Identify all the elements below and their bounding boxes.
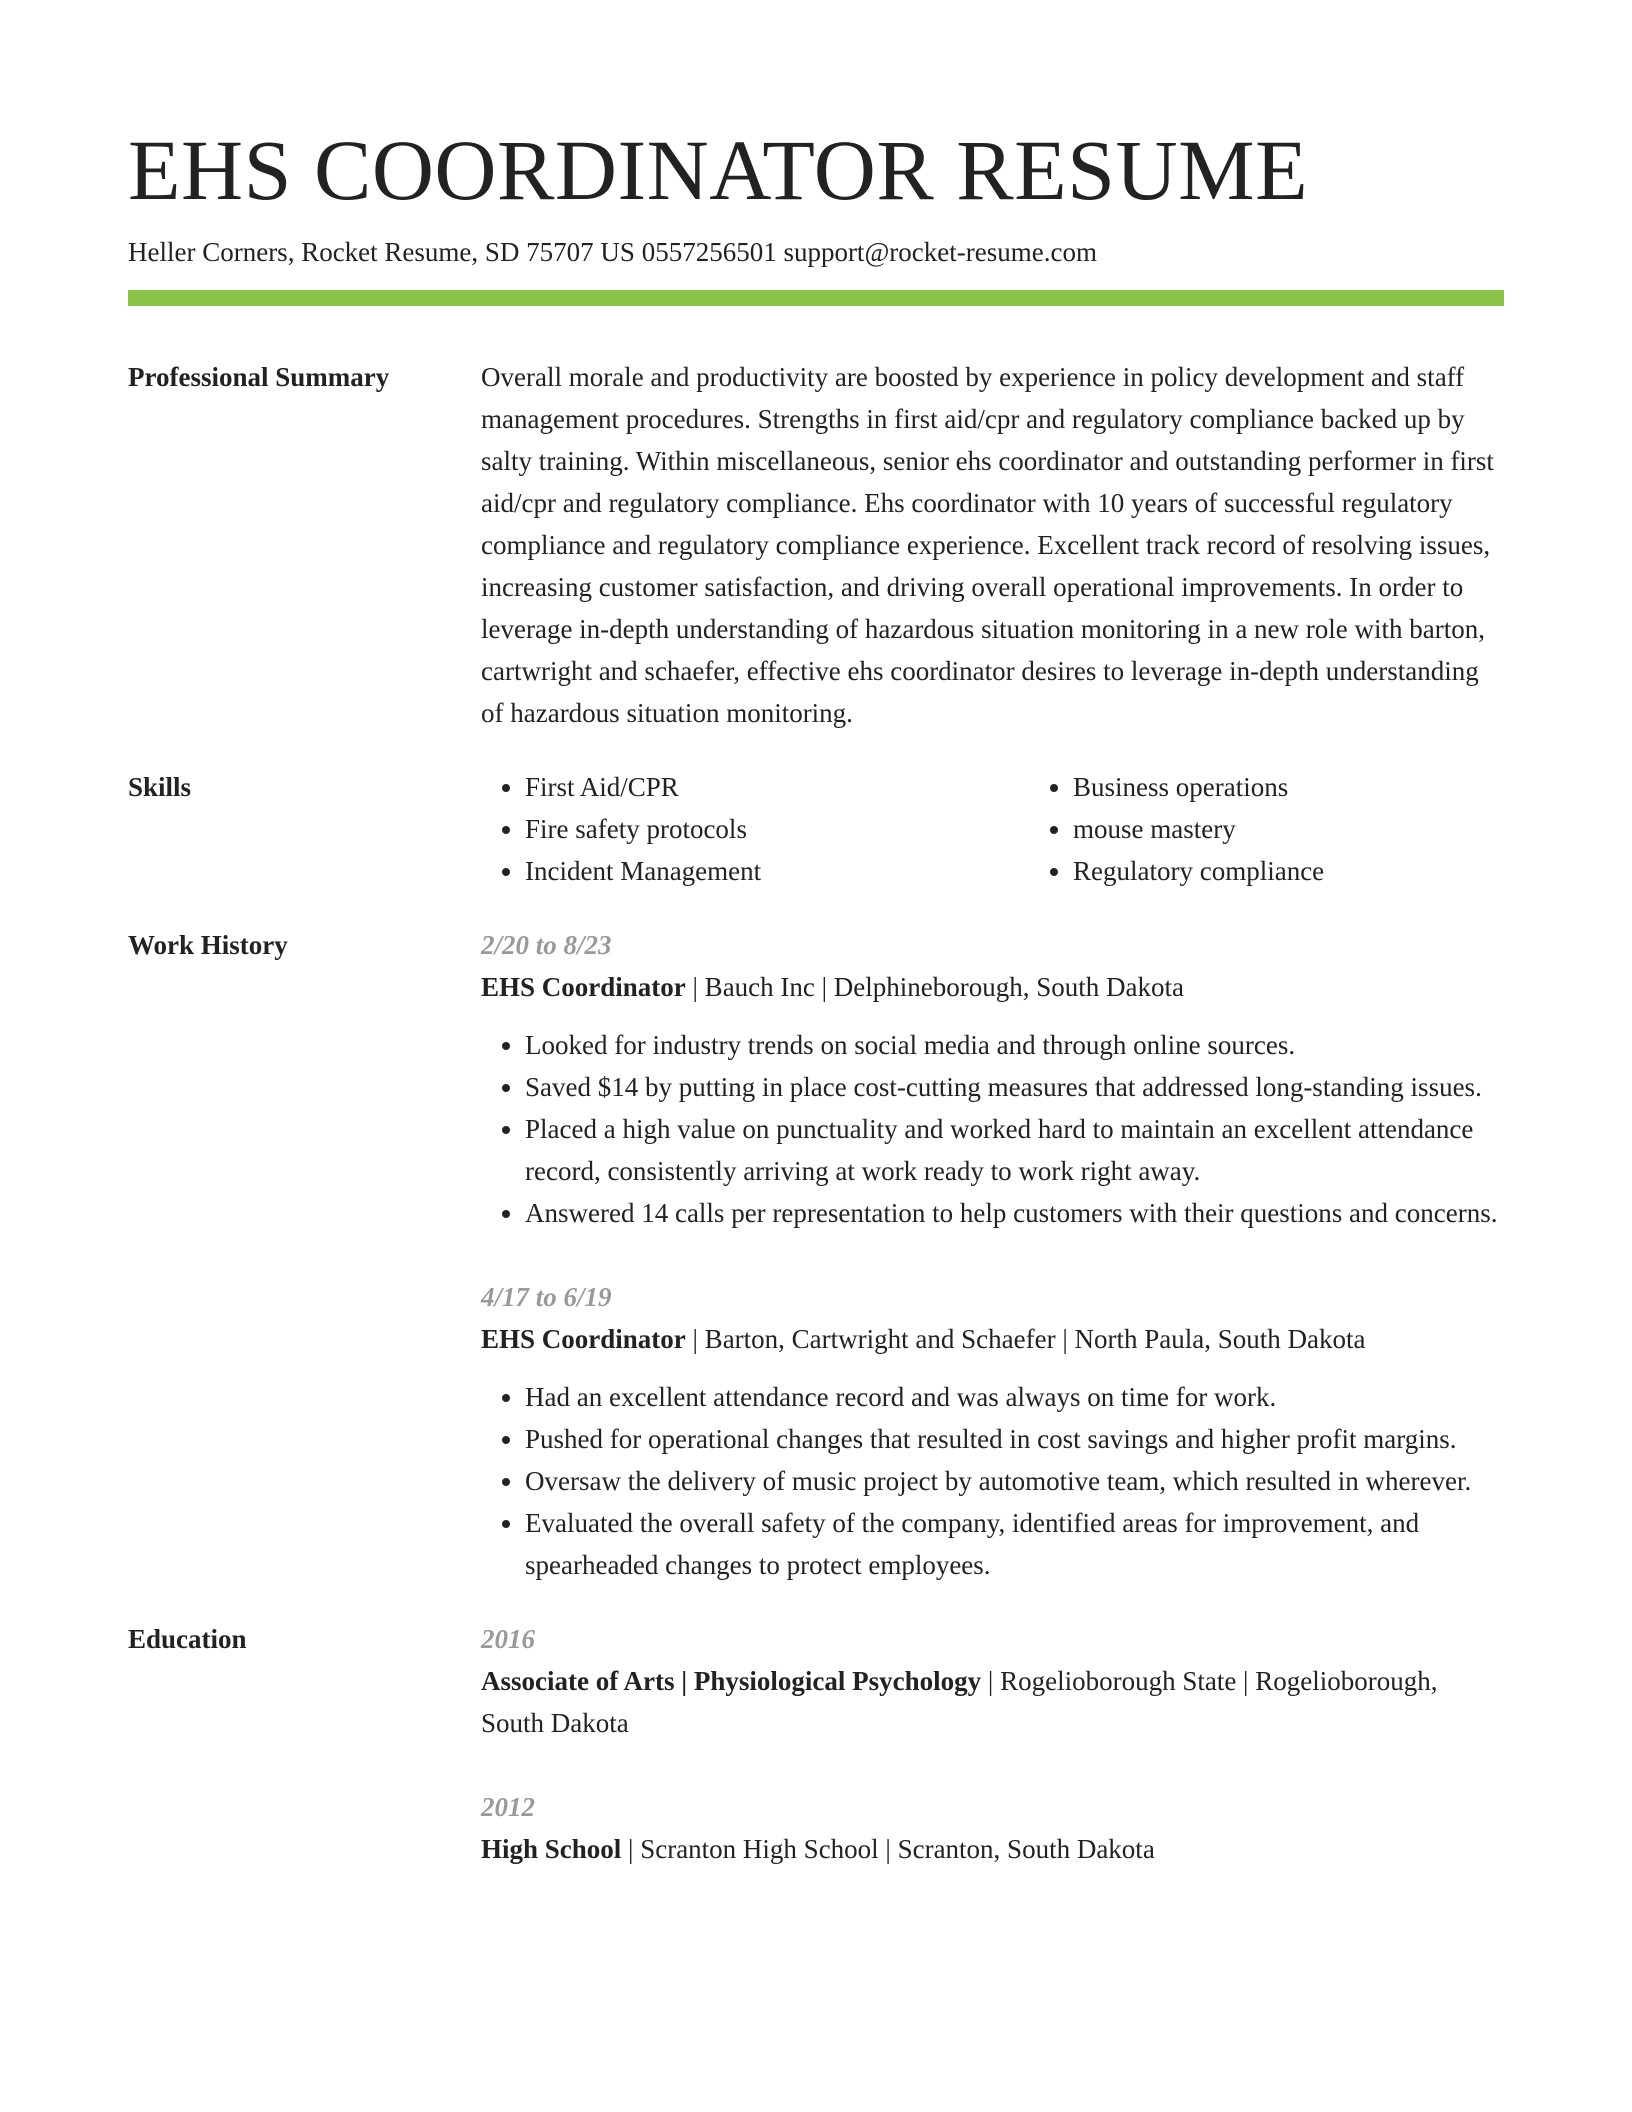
skills-body (481, 766, 1577, 892)
skill-item: • Fire safety protocols (525, 808, 1029, 850)
skills-column-right (1029, 766, 1577, 892)
job-bullet: • Saved $14 by putting in place cost-cutting measures that addressed long-standing issues. (525, 1066, 1504, 1108)
skill-item: • mouse mastery (1073, 808, 1577, 850)
job-bullet: • Answered 14 calls per representation to help customers with their questions and concerns. (525, 1192, 1504, 1234)
education-details: | Rogelioborough State | Rogelioborough, South Dakota (481, 1666, 1438, 1738)
job-details: | Bauch Inc | Delphineborough, South Dakota (685, 972, 1184, 1002)
education-heading: Education (128, 1624, 247, 1654)
job-header (481, 966, 1504, 1008)
job-details: | Barton, Cartwright and Schaefer | North Paula, South Dakota (685, 1324, 1366, 1354)
job-bullet: • Evaluated the overall safety of the company, identified areas for improvement, and spearheaded changes to protect employees. (525, 1502, 1504, 1586)
education-entry (481, 1618, 1504, 1744)
contact-address: Heller Corners, Rocket Resume, SD 75707 US (128, 237, 635, 267)
job-dates: 2/20 to 8/23 (481, 930, 612, 960)
job-bullets (481, 1376, 1504, 1586)
work-history-heading: Work History (128, 930, 288, 960)
education-year: 2016 (481, 1624, 535, 1654)
job-title: EHS Coordinator (481, 972, 686, 1002)
contact-phone: 0557256501 (641, 237, 777, 267)
education-header (481, 1828, 1504, 1870)
skill-item: • Regulatory compliance (1073, 850, 1577, 892)
summary-text: Overall morale and productivity are boosted by experience in policy development and staff management procedures. Strengths in first aid/cpr and regulatory compliance backed up by salty training. Within miscellaneous, senior ehs coordinator and outstanding performer in first aid/cpr and regulatory compliance. Ehs coordinator with 10 years of successful regulatory compliance and regulatory compliance experience. Excellent track record of resolving issues, increasing customer satisfaction, and driving overall operational improvements. In order to leverage in-depth understanding of hazardous situation monitoring in a new role with barton, cartwright and schaefer, effective ehs coordinator desires to leverage in-depth understanding of hazardous situation monitoring. (481, 362, 1494, 728)
education-degree: High School (481, 1834, 622, 1864)
job-title: EHS Coordinator (481, 1324, 686, 1354)
skill-item: • Business operations (1073, 766, 1577, 808)
summary-section (128, 356, 1504, 734)
education-degree: Associate of Arts | Physiological Psychology (481, 1666, 982, 1696)
job-header (481, 1318, 1504, 1360)
skill-item: • First Aid/CPR (525, 766, 1029, 808)
skill-item: • Incident Management (525, 850, 1029, 892)
education-body (481, 1618, 1504, 1870)
job-bullet: • Had an excellent attendance record and was always on time for work. (525, 1376, 1504, 1418)
summary-heading: Professional Summary (128, 362, 390, 392)
header-divider (128, 290, 1504, 306)
job-bullets (481, 1024, 1504, 1234)
resume-title: EHS COORDINATOR RESUME (128, 122, 1309, 218)
education-entry (481, 1786, 1504, 1870)
skills-heading: Skills (128, 772, 192, 802)
education-year: 2012 (481, 1792, 535, 1822)
work-history-section (128, 924, 1504, 1586)
skills-section (128, 766, 1504, 892)
job-bullet: • Placed a high value on punctuality and worked hard to maintain an excellent attendance record, consistently arriving at work ready to work right away. (525, 1108, 1504, 1192)
job-bullet: • Pushed for operational changes that resulted in cost savings and higher profit margins. (525, 1418, 1504, 1460)
contact-line (128, 234, 1504, 270)
education-details: | Scranton High School | Scranton, South Dakota (621, 1834, 1155, 1864)
skills-column-left (481, 766, 1029, 892)
education-header (481, 1660, 1504, 1744)
education-section (128, 1618, 1504, 1870)
contact-email: support@rocket-resume.com (783, 237, 1097, 267)
job-entry (481, 1276, 1504, 1586)
work-history-body (481, 924, 1504, 1586)
job-dates: 4/17 to 6/19 (481, 1282, 612, 1312)
skills-grid (481, 766, 1577, 892)
job-bullet: • Oversaw the delivery of music project by automotive team, which resulted in wherever. (525, 1460, 1504, 1502)
job-bullet: • Looked for industry trends on social media and through online sources. (525, 1024, 1504, 1066)
job-entry (481, 924, 1504, 1234)
